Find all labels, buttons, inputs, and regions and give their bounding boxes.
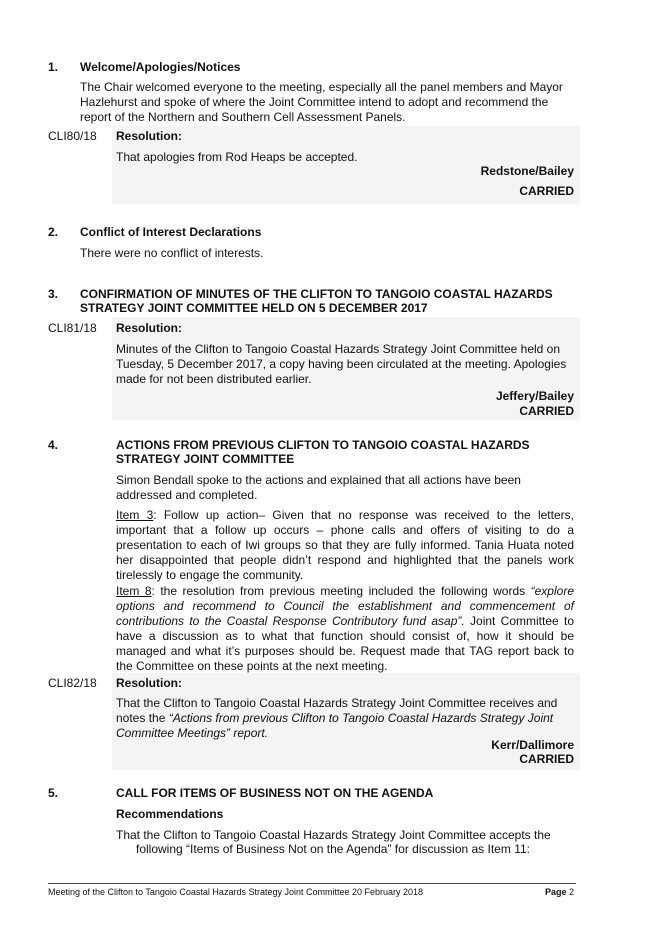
item-4-paragraph-item8 (116, 584, 574, 674)
footer-page (545, 887, 574, 898)
resolution-text-cli82-pre: That the Clifton to Tangoio Coastal Hazards Strategy Joint Committee receives and notes the (116, 696, 558, 725)
resolution-label-cli81: Resolution: (116, 321, 182, 335)
outcome-cli80: CARRIED (519, 184, 574, 198)
resolution-text-cli80: That apologies from Rod Heaps be accepted. (116, 150, 358, 164)
item-5-heading: CALL FOR ITEMS OF BUSINESS NOT ON THE AGENDA (116, 786, 434, 800)
resolution-text-cli82-quote: “Actions from previous Clifton to Tangoio Coastal Hazards Strategy Joint Committee Meetings” report. (116, 711, 554, 740)
item-4-number: 4. (48, 438, 59, 452)
movers-cli82: Kerr/Dallimore (491, 738, 574, 752)
outcome-cli81: CARRIED (519, 404, 574, 418)
footer-rule (48, 883, 576, 884)
item-3-heading-line2: STRATEGY JOINT COMMITTEE HELD ON 5 DECEMBER 2017 (80, 301, 428, 315)
footer-page-label: Page (544, 887, 567, 897)
item-4-heading-line1: ACTIONS FROM PREVIOUS CLIFTON TO TANGOIO COASTAL HAZARDS (116, 438, 530, 452)
item-8-quote: “explore options and recommend to Council the establishment and commencement of contributions to the Coastal Response Contributory fund asap”. (116, 584, 574, 628)
outcome-cli82: CARRIED (519, 752, 574, 766)
item-3-heading-line1: CONFIRMATION OF MINUTES OF THE CLIFTON TO TANGOIO COASTAL HAZARDS (80, 287, 553, 301)
resolution-ref-cli82: CLI82/18 (48, 676, 97, 690)
footer-page-number: 2 (568, 887, 574, 897)
item-8-pre: : the resolution from previous meeting included the following words (151, 584, 531, 598)
resolution-label-cli80: Resolution: (116, 129, 182, 143)
resolution-ref-cli81: CLI81/18 (48, 321, 97, 335)
item-1-heading: Welcome/Apologies/Notices (80, 60, 241, 74)
item-5-subheading: Recommendations (116, 807, 224, 821)
resolution-label-cli82: Resolution: (116, 676, 182, 690)
item-8-label: Item 8 (116, 584, 152, 598)
item-1-number: 1. (48, 60, 59, 74)
resolution-text-cli82 (116, 696, 574, 741)
item-5-number: 5. (48, 786, 59, 800)
item-1-paragraph: The Chair welcomed everyone to the meeting, especially all the panel members and Mayor Hazlehurst and spoke of where the Joint Committee intend to adopt and recommend the report of the Northern and Southern Cell Assessment Panels. (80, 80, 563, 124)
resolution-text-cli81: Minutes of the Clifton to Tangoio Coastal Hazards Strategy Joint Committee held on Tuesday, 5 December 2017, a copy having been circulated at the meeting. Apologies made for not been distributed earlier. (116, 342, 567, 386)
item-3-label: Item 3 (116, 508, 154, 522)
item-4-paragraph-item3 (116, 508, 574, 583)
item-2-heading: Conflict of Interest Declarations (80, 225, 262, 239)
item-3-text: : Follow up action– Given that no response was received to the letters, important that a follow up occurs – phone calls and offers of visiting to do a presentation to each of Iwi groups so that they are fully informed. Tania Huata noted her disappointed that people didn’t respond and highlighted that the panels work tirelessly to engage the community. (116, 508, 574, 582)
footer-text: Meeting of the Clifton to Tangoio Coastal Hazards Strategy Joint Committee 20 February 2018 (48, 887, 424, 897)
item-2-number: 2. (48, 225, 59, 239)
item-4-heading-line2: STRATEGY JOINT COMMITTEE (116, 452, 295, 466)
resolution-ref-cli80: CLI80/18 (48, 129, 97, 143)
movers-cli80: Redstone/Bailey (480, 164, 574, 178)
item-3-number: 3. (48, 287, 59, 301)
movers-cli81: Jeffery/Bailey (495, 389, 574, 403)
item-8-post: Joint Committee to have a discussion as to what that function should consist of, how it should be managed and what it’s purposes should be. Request made that TAG report back to the Committee on these points at the next meeting. (116, 614, 575, 673)
item-4-paragraph-1: Simon Bendall spoke to the actions and explained that all actions have been addressed and completed. (116, 473, 521, 502)
item-5-line-1: That the Clifton to Tangoio Coastal Hazards Strategy Joint Committee accepts the (116, 828, 551, 842)
item-2-paragraph: There were no conflict of interests. (80, 246, 264, 260)
item-5-line-2: following “Items of Business Not on the Agenda” for discussion as Item 11: (136, 842, 530, 856)
